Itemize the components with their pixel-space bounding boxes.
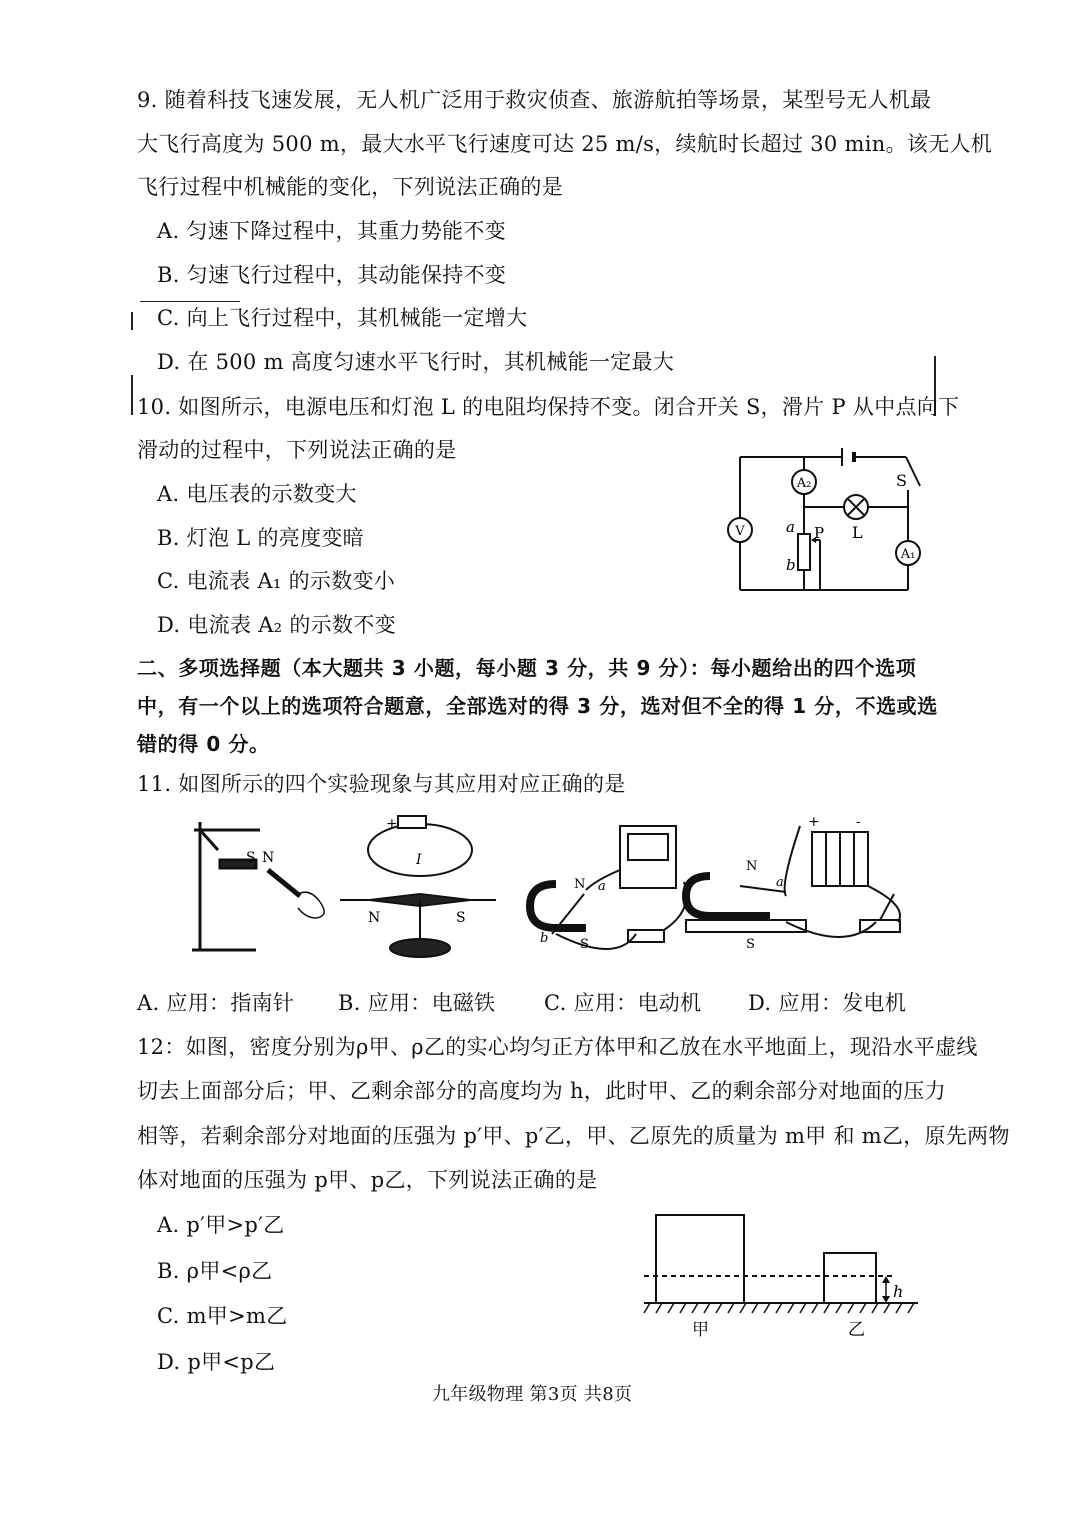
q9-option-c: C. 向上飞行过程中，其机械能一定增大 (157, 306, 528, 330)
q10-option-b: B. 灯泡 L 的亮度变暗 (157, 526, 364, 550)
q12-stem-line-4: 体对地面的压强为 p甲、p乙，下列说法正确的是 (137, 1168, 598, 1192)
q11-fig-c-n-label: N (574, 877, 586, 892)
height-h-label: h (893, 1282, 904, 1301)
q11-fig-d-plus-label: + (808, 814, 820, 830)
cube-yi (824, 1253, 876, 1303)
q11-fig-d-minus-label: - (856, 814, 861, 830)
q11-fig-a-n-label: N (262, 850, 275, 866)
q11-fig-d-s-label: S (746, 937, 755, 952)
q11-fig-d-a-label: a (776, 875, 784, 890)
q10-option-d: D. 电流表 A₂ 的示数不变 (157, 613, 396, 637)
svg-text:A₂: A₂ (796, 476, 812, 491)
q11-option-c: C. 应用：电动机 (544, 991, 702, 1015)
scan-artifact-line (140, 301, 240, 302)
ammeter-a2-icon (792, 470, 816, 494)
q9-option-d: D. 在 500 m 高度匀速水平飞行时，其机械能一定最大 (157, 350, 675, 374)
ground-hatching (644, 1303, 914, 1313)
terminal-b-label: b (786, 556, 796, 574)
q11-fig-d-n-label: N (746, 859, 758, 874)
scan-artifact-mark (131, 375, 133, 415)
q11-fig-c-induction (530, 826, 687, 949)
q11-fig-b-n-label: N (368, 910, 381, 926)
cube-jia-label: 甲 (692, 1320, 709, 1340)
q11-fig-a-s-label: S (246, 850, 256, 866)
q11-fig-c-a-label: a (598, 879, 606, 894)
q12-option-d: D. p甲<p乙 (157, 1350, 276, 1374)
q10-stem-line-2: 滑动的过程中，下列说法正确的是 (137, 438, 457, 462)
q11-option-a: A. 应用：指南针 (137, 991, 295, 1015)
section2-line-3: 错的得 0 分。 (137, 732, 270, 756)
q12-stem-line-2: 切去上面部分后；甲、乙剩余部分的高度均为 h，此时甲、乙的剩余部分对地面的压力 (137, 1079, 946, 1103)
q12-option-c: C. m甲>m乙 (157, 1304, 288, 1328)
q12-stem-line-3: 相等，若剩余部分对地面的压强为 p′甲、p′乙，甲、乙原先的质量为 m甲 和 m乙，原先两物 (137, 1124, 1010, 1148)
scan-artifact-mark (131, 312, 133, 330)
q11-fig-c-b-label: b (540, 931, 549, 946)
section2-line-1: 二、多项选择题（本大题共 3 小题，每小题 3 分，共 9 分）：每小题给出的四个选项 (137, 656, 917, 680)
cube-jia (656, 1215, 744, 1303)
slider-label: P (814, 524, 825, 542)
cube-yi-label: 乙 (848, 1320, 865, 1340)
switch-label: S (896, 471, 907, 490)
q12-option-a: A. p′甲>p′乙 (157, 1213, 285, 1237)
q12-option-b: B. ρ甲<ρ乙 (157, 1259, 273, 1283)
svg-text:V: V (735, 524, 745, 539)
lamp-label: L (852, 523, 863, 542)
q11-stem: 11. 如图所示的四个实验现象与其应用对应正确的是 (137, 772, 626, 796)
ammeter-a1-icon (896, 541, 920, 565)
q11-option-d: D. 应用：发电机 (748, 991, 907, 1015)
q11-fig-b-current-label: I (416, 852, 422, 868)
q11-fig-b-current-needle (340, 816, 496, 957)
page-footer: 九年级物理 第3页 共8页 (432, 1384, 633, 1405)
q11-fig-a-magnet-stand (192, 822, 324, 950)
q11-fig-b-plus-label: + (386, 816, 398, 832)
q11-fig-d-motor (686, 826, 900, 937)
q10-circuit-diagram (720, 440, 940, 600)
q11-option-b: B. 应用：电磁铁 (338, 991, 496, 1015)
q10-option-a: A. 电压表的示数变大 (157, 482, 357, 506)
terminal-a-label: a (786, 518, 795, 536)
q9-stem-line-2: 大飞行高度为 500 m，最大水平飞行速度可达 25 m/s，续航时长超过 30 min。该无人机 (137, 132, 993, 156)
q11-experiments-figure (180, 810, 930, 970)
q9-stem-line-1: 9. 随着科技飞速发展，无人机广泛用于救灾侦查、旅游航拍等场景，某型号无人机最 (137, 88, 932, 112)
voltmeter-icon (728, 518, 752, 542)
lamp-icon (844, 495, 868, 519)
height-arrow-icon (882, 1276, 890, 1303)
q9-option-b: B. 匀速飞行过程中，其动能保持不变 (157, 263, 507, 287)
q10-option-c: C. 电流表 A₁ 的示数变小 (157, 569, 396, 593)
q11-fig-b-minus-label: - (428, 816, 433, 832)
svg-text:A₁: A₁ (900, 547, 916, 562)
q12-cubes-diagram (640, 1205, 930, 1345)
section2-line-2: 中，有一个以上的选项符合题意，全部选对的得 3 分，选对但不全的得 1 分，不选或选 (137, 694, 938, 718)
q9-stem-line-3: 飞行过程中机械能的变化，下列说法正确的是 (137, 175, 563, 199)
q12-stem-line-1: 12：如图，密度分别为ρ甲、ρ乙的实心均匀正方体甲和乙放在水平地面上，现沿水平虚线 (137, 1035, 978, 1059)
q11-fig-b-s-label: S (456, 910, 466, 926)
q11-fig-c-s-label: S (580, 937, 589, 952)
q10-stem-line-1: 10. 如图所示，电源电压和灯泡 L 的电阻均保持不变。闭合开关 S，滑片 P 从中点向下 (137, 395, 960, 419)
q9-option-a: A. 匀速下降过程中，其重力势能不变 (157, 219, 506, 243)
